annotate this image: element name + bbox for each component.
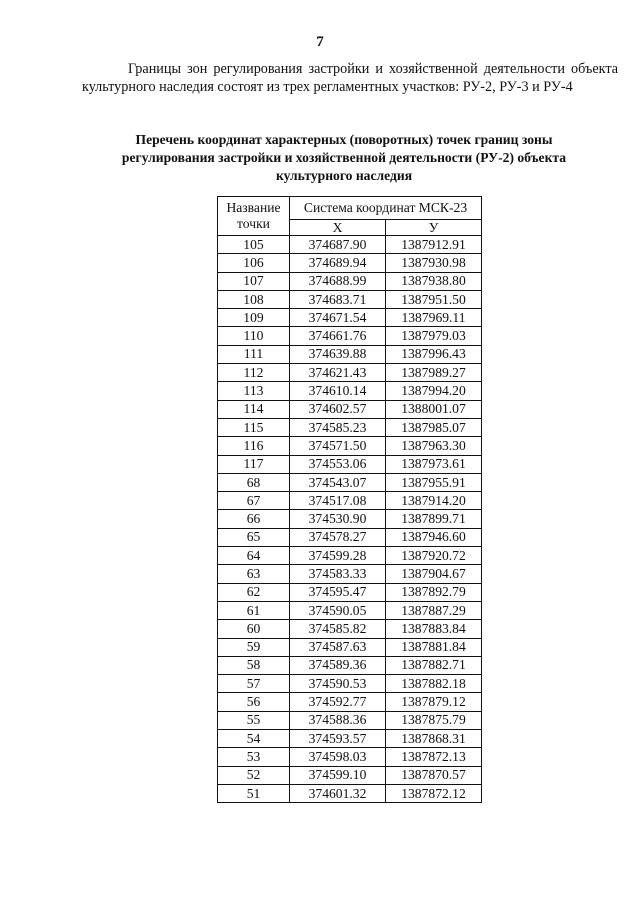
point-name-cell: 52 bbox=[218, 766, 290, 784]
table-row bbox=[218, 290, 482, 308]
y-coordinate-cell: 1387887.29 bbox=[386, 601, 482, 619]
point-name-cell: 68 bbox=[218, 473, 290, 491]
y-coordinate-cell: 1387872.13 bbox=[386, 748, 482, 766]
y-coordinate-cell: 1387914.20 bbox=[386, 492, 482, 510]
x-coordinate-cell: 374543.07 bbox=[290, 473, 386, 491]
x-coordinate-cell: 374583.33 bbox=[290, 565, 386, 583]
table-row bbox=[218, 693, 482, 711]
point-name-cell: 114 bbox=[218, 400, 290, 418]
x-coordinate-cell: 374590.53 bbox=[290, 675, 386, 693]
x-coordinate-cell: 374517.08 bbox=[290, 492, 386, 510]
point-name-cell: 105 bbox=[218, 236, 290, 254]
point-name-cell: 57 bbox=[218, 675, 290, 693]
y-coordinate-cell: 1387881.84 bbox=[386, 638, 482, 656]
y-coordinate-cell: 1387868.31 bbox=[386, 730, 482, 748]
intro-paragraph: Границы зон регулирования застройки и хозяйственной деятельности объекта культурного наследия состоят из трех регламентных участков: РУ-2, РУ-3 и РУ-4 bbox=[82, 61, 618, 95]
point-name-cell: 61 bbox=[218, 601, 290, 619]
table-row bbox=[218, 620, 482, 638]
point-name-cell: 113 bbox=[218, 382, 290, 400]
table-row bbox=[218, 547, 482, 565]
table-row bbox=[218, 455, 482, 473]
x-coordinate-cell: 374578.27 bbox=[290, 528, 386, 546]
x-coordinate-cell: 374588.36 bbox=[290, 711, 386, 729]
y-coordinate-cell: 1387955.91 bbox=[386, 473, 482, 491]
page-number: 7 bbox=[316, 34, 324, 50]
table-row bbox=[218, 272, 482, 290]
point-name-cell: 109 bbox=[218, 309, 290, 327]
y-coordinate-cell: 1387946.60 bbox=[386, 528, 482, 546]
y-coordinate-cell: 1387969.11 bbox=[386, 309, 482, 327]
table-row bbox=[218, 784, 482, 802]
y-coordinate-cell: 1387951.50 bbox=[386, 290, 482, 308]
x-coordinate-cell: 374688.99 bbox=[290, 272, 386, 290]
table-row bbox=[218, 510, 482, 528]
table-row bbox=[218, 254, 482, 272]
y-coordinate-cell: 1387899.71 bbox=[386, 510, 482, 528]
y-coordinate-cell: 1387882.71 bbox=[386, 656, 482, 674]
x-coordinate-cell: 374530.90 bbox=[290, 510, 386, 528]
y-coordinate-cell: 1387872.12 bbox=[386, 784, 482, 802]
header-row-top bbox=[218, 197, 482, 220]
x-coordinate-cell: 374599.10 bbox=[290, 766, 386, 784]
point-name-cell: 65 bbox=[218, 528, 290, 546]
table-row bbox=[218, 309, 482, 327]
point-name-cell: 117 bbox=[218, 455, 290, 473]
x-coordinate-cell: 374598.03 bbox=[290, 748, 386, 766]
x-coordinate-cell: 374599.28 bbox=[290, 547, 386, 565]
x-coordinate-cell: 374687.90 bbox=[290, 236, 386, 254]
table-row bbox=[218, 711, 482, 729]
table-row bbox=[218, 437, 482, 455]
y-coordinate-cell: 1387882.18 bbox=[386, 675, 482, 693]
table-row bbox=[218, 748, 482, 766]
point-name-header: Название точки bbox=[218, 197, 290, 236]
table-header bbox=[218, 197, 482, 236]
y-coordinate-cell: 1387985.07 bbox=[386, 418, 482, 436]
x-coordinate-cell: 374592.77 bbox=[290, 693, 386, 711]
x-coordinate-cell: 374639.88 bbox=[290, 345, 386, 363]
coordinate-system-header: Система координат МСК-23 bbox=[290, 197, 482, 220]
x-coordinate-cell: 374595.47 bbox=[290, 583, 386, 601]
x-coordinate-cell: 374671.54 bbox=[290, 309, 386, 327]
y-coordinate-cell: 1387904.67 bbox=[386, 565, 482, 583]
point-name-cell: 55 bbox=[218, 711, 290, 729]
x-coordinate-cell: 374602.57 bbox=[290, 400, 386, 418]
table-row bbox=[218, 418, 482, 436]
point-name-cell: 54 bbox=[218, 730, 290, 748]
point-name-cell: 108 bbox=[218, 290, 290, 308]
point-name-cell: 56 bbox=[218, 693, 290, 711]
table-row bbox=[218, 364, 482, 382]
point-name-cell: 63 bbox=[218, 565, 290, 583]
x-column-header: X bbox=[290, 219, 386, 235]
y-coordinate-cell: 1387912.91 bbox=[386, 236, 482, 254]
y-coordinate-cell: 1387973.61 bbox=[386, 455, 482, 473]
table-row bbox=[218, 583, 482, 601]
y-coordinate-cell: 1387996.43 bbox=[386, 345, 482, 363]
y-coordinate-cell: 1387989.27 bbox=[386, 364, 482, 382]
point-name-cell: 59 bbox=[218, 638, 290, 656]
x-coordinate-cell: 374590.05 bbox=[290, 601, 386, 619]
y-coordinate-cell: 1387920.72 bbox=[386, 547, 482, 565]
point-name-cell: 60 bbox=[218, 620, 290, 638]
y-coordinate-cell: 1387875.79 bbox=[386, 711, 482, 729]
x-coordinate-cell: 374587.63 bbox=[290, 638, 386, 656]
point-name-cell: 53 bbox=[218, 748, 290, 766]
y-coordinate-cell: 1387938.80 bbox=[386, 272, 482, 290]
x-coordinate-cell: 374601.32 bbox=[290, 784, 386, 802]
table-row bbox=[218, 400, 482, 418]
x-coordinate-cell: 374610.14 bbox=[290, 382, 386, 400]
y-coordinate-cell: 1387879.12 bbox=[386, 693, 482, 711]
x-coordinate-cell: 374593.57 bbox=[290, 730, 386, 748]
x-coordinate-cell: 374589.36 bbox=[290, 656, 386, 674]
table-row bbox=[218, 382, 482, 400]
table-body bbox=[218, 236, 482, 803]
y-coordinate-cell: 1387979.03 bbox=[386, 327, 482, 345]
table-row bbox=[218, 766, 482, 784]
table-row bbox=[218, 565, 482, 583]
y-coordinate-cell: 1387870.57 bbox=[386, 766, 482, 784]
table-row bbox=[218, 601, 482, 619]
table-row bbox=[218, 473, 482, 491]
y-coordinate-cell: 1387930.98 bbox=[386, 254, 482, 272]
point-name-cell: 67 bbox=[218, 492, 290, 510]
point-name-cell: 66 bbox=[218, 510, 290, 528]
table-row bbox=[218, 675, 482, 693]
y-coordinate-cell: 1387892.79 bbox=[386, 583, 482, 601]
point-name-cell: 58 bbox=[218, 656, 290, 674]
point-name-cell: 111 bbox=[218, 345, 290, 363]
x-coordinate-cell: 374661.76 bbox=[290, 327, 386, 345]
table-heading: Перечень координат характерных (поворотных) точек границ зоны регулирования застройки и хозяйственной деятельности (РУ-2) объекта культурного наследия bbox=[121, 132, 567, 183]
table-row bbox=[218, 236, 482, 254]
point-name-cell: 115 bbox=[218, 418, 290, 436]
y-coordinate-cell: 1387963.30 bbox=[386, 437, 482, 455]
coordinates-table bbox=[217, 196, 482, 803]
point-name-cell: 110 bbox=[218, 327, 290, 345]
y-coordinate-cell: 1387883.84 bbox=[386, 620, 482, 638]
x-coordinate-cell: 374571.50 bbox=[290, 437, 386, 455]
y-column-header: У bbox=[386, 219, 482, 235]
x-coordinate-cell: 374585.23 bbox=[290, 418, 386, 436]
point-name-cell: 62 bbox=[218, 583, 290, 601]
point-name-cell: 112 bbox=[218, 364, 290, 382]
point-name-cell: 51 bbox=[218, 784, 290, 802]
x-coordinate-cell: 374683.71 bbox=[290, 290, 386, 308]
x-coordinate-cell: 374553.06 bbox=[290, 455, 386, 473]
point-name-cell: 116 bbox=[218, 437, 290, 455]
table-row bbox=[218, 528, 482, 546]
point-name-cell: 64 bbox=[218, 547, 290, 565]
table-row bbox=[218, 345, 482, 363]
y-coordinate-cell: 1388001.07 bbox=[386, 400, 482, 418]
point-name-cell: 106 bbox=[218, 254, 290, 272]
y-coordinate-cell: 1387994.20 bbox=[386, 382, 482, 400]
x-coordinate-cell: 374621.43 bbox=[290, 364, 386, 382]
table-row bbox=[218, 492, 482, 510]
table-row bbox=[218, 656, 482, 674]
point-name-cell: 107 bbox=[218, 272, 290, 290]
table-row bbox=[218, 638, 482, 656]
x-coordinate-cell: 374585.82 bbox=[290, 620, 386, 638]
table-row bbox=[218, 730, 482, 748]
table-row bbox=[218, 327, 482, 345]
x-coordinate-cell: 374689.94 bbox=[290, 254, 386, 272]
